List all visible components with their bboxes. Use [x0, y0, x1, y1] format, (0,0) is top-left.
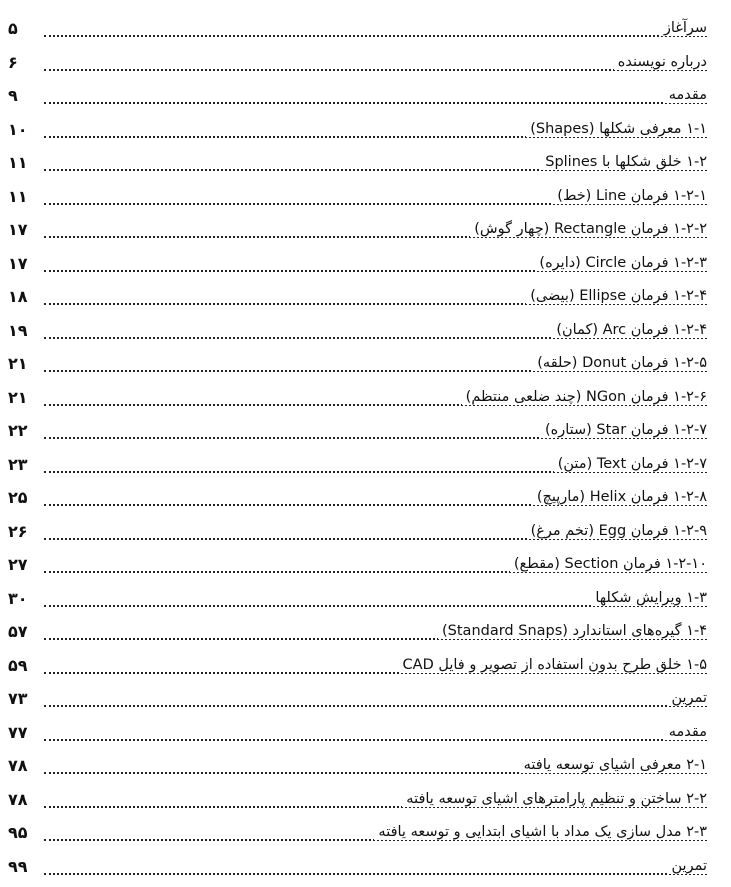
toc-entry-title: ۲-۱ معرفی اشیای توسعه یافته [520, 757, 707, 773]
toc-entry-page: ۱۷ [8, 220, 40, 239]
dot-leader [44, 102, 707, 104]
toc-entry-page: ۵۹ [8, 656, 40, 675]
toc-entry[interactable] [0, 14, 731, 48]
toc-entry-title: ۱-۲-۲ فرمان Rectangle (چهار گوش) [470, 221, 707, 237]
toc-entry-title: ۱-۲-۹ فرمان Egg (تخم مرغ) [527, 523, 707, 539]
toc-entry[interactable] [0, 450, 731, 484]
toc-entry-page: ۱۱ [8, 153, 40, 172]
toc-entry-page: ۲۷ [8, 555, 40, 574]
toc-entry[interactable] [0, 751, 731, 785]
toc-entry-title: ۱-۲-۸ فرمان Helix (مارپیچ) [533, 489, 707, 505]
toc-entry-title: ۱-۳ ویرایش شکلها [591, 590, 707, 606]
toc-entry[interactable] [0, 718, 731, 752]
toc-entry-title: تمرین [668, 690, 708, 706]
toc-entry-page: ۲۱ [8, 354, 40, 373]
toc-entry[interactable] [0, 349, 731, 383]
toc-entry-page: ۲۲ [8, 421, 40, 440]
toc-entry-title: ۱-۲ خلق شکلها با Splines [541, 154, 707, 170]
toc-entry-title: درباره نویسنده [614, 54, 707, 70]
toc-entry-title: تمرین [668, 858, 708, 874]
toc-entry[interactable] [0, 115, 731, 149]
toc-entry[interactable] [0, 517, 731, 551]
toc-entry-page: ۲۵ [8, 488, 40, 507]
toc-entry-page: ۷۷ [8, 723, 40, 742]
toc-entry-title: ۱-۲-۷ فرمان Star (ستاره) [541, 422, 707, 438]
toc-entry-page: ۵ [8, 19, 40, 38]
toc-entry-title: ۱-۲-۱ فرمان Line (خط) [553, 188, 707, 204]
toc-entry[interactable] [0, 416, 731, 450]
toc-entry-page: ۹۵ [8, 823, 40, 842]
toc-entry[interactable] [0, 48, 731, 82]
toc-entry[interactable] [0, 818, 731, 852]
toc-entry-page: ۷۸ [8, 790, 40, 809]
toc-entry-title: ۲-۲ ساختن و تنظیم پارامترهای اشیای توسعه یافته [402, 791, 707, 807]
toc-entry-title: سرآغاز [660, 20, 707, 36]
toc-entry[interactable] [0, 785, 731, 819]
toc-entry[interactable] [0, 684, 731, 718]
toc-entry-page: ۲۱ [8, 388, 40, 407]
toc-entry[interactable] [0, 651, 731, 685]
toc-entry-title: ۱-۵ خلق طرح بدون استفاده از تصویر و فایل CAD [399, 657, 707, 673]
dot-leader [44, 739, 707, 741]
toc-entry[interactable] [0, 249, 731, 283]
toc-entry-page: ۱۸ [8, 287, 40, 306]
toc-entry[interactable] [0, 215, 731, 249]
toc-entry[interactable] [0, 584, 731, 618]
toc-entry-title: ۱-۴ گیره‌های استاندارد (Standard Snaps) [438, 623, 707, 639]
toc-entry[interactable] [0, 483, 731, 517]
toc-entry-page: ۷۸ [8, 756, 40, 775]
toc-entry-title: ۱-۲-۷ فرمان Text (متن) [554, 456, 707, 472]
toc-entry[interactable] [0, 81, 731, 115]
toc-entry-title: ۱-۲-۶ فرمان NGon (چند ضلعی منتظم) [462, 389, 707, 405]
toc-entry-title: ۱-۲-۱۰ فرمان Section (مقطع) [510, 556, 707, 572]
toc-entry-page: ۱۷ [8, 254, 40, 273]
toc-entry[interactable] [0, 617, 731, 651]
toc-entry-page: ۶ [8, 53, 40, 72]
toc-entry-title: ۱-۱ معرفی شکلها (Shapes) [526, 121, 707, 137]
toc-entry-page: ۲۶ [8, 522, 40, 541]
toc-entry-page: ۳۰ [8, 589, 40, 608]
toc-entry-page: ۷۳ [8, 689, 40, 708]
toc-entry-title: ۱-۲-۴ فرمان Ellipse (بیضی) [526, 288, 707, 304]
dot-leader [44, 705, 707, 707]
toc-entry[interactable] [0, 316, 731, 350]
toc-entry-title: مقدمه [665, 87, 707, 103]
toc-entry-title: مقدمه [665, 724, 707, 740]
dot-leader [44, 35, 707, 37]
toc-entry-title: ۱-۲-۳ فرمان Circle (دایره) [535, 255, 707, 271]
dot-leader [44, 69, 707, 71]
toc-entry-page: ۱۹ [8, 321, 40, 340]
toc-entry[interactable] [0, 148, 731, 182]
toc-entry-title: ۲-۳ مدل سازی یک مداد با اشیای ابتدایی و توسعه یافته [374, 824, 707, 840]
toc-entry-page: ۱۱ [8, 187, 40, 206]
toc-entry-page: ۱۰ [8, 120, 40, 139]
toc-entry-page: ۵۷ [8, 622, 40, 641]
toc-entry[interactable] [0, 852, 731, 886]
toc-entry-title: ۱-۲-۴ فرمان Arc (کمان) [552, 322, 707, 338]
toc-entry[interactable] [0, 550, 731, 584]
toc-entry-page: ۲۳ [8, 455, 40, 474]
toc-entry-page: ۹۹ [8, 857, 40, 876]
toc-entry[interactable] [0, 182, 731, 216]
toc-entry-title: ۱-۲-۵ فرمان Donut (حلقه) [533, 355, 707, 371]
toc-entry[interactable] [0, 383, 731, 417]
toc-entry[interactable] [0, 282, 731, 316]
dot-leader [44, 873, 707, 875]
toc-entry-page: ۹ [8, 86, 40, 105]
